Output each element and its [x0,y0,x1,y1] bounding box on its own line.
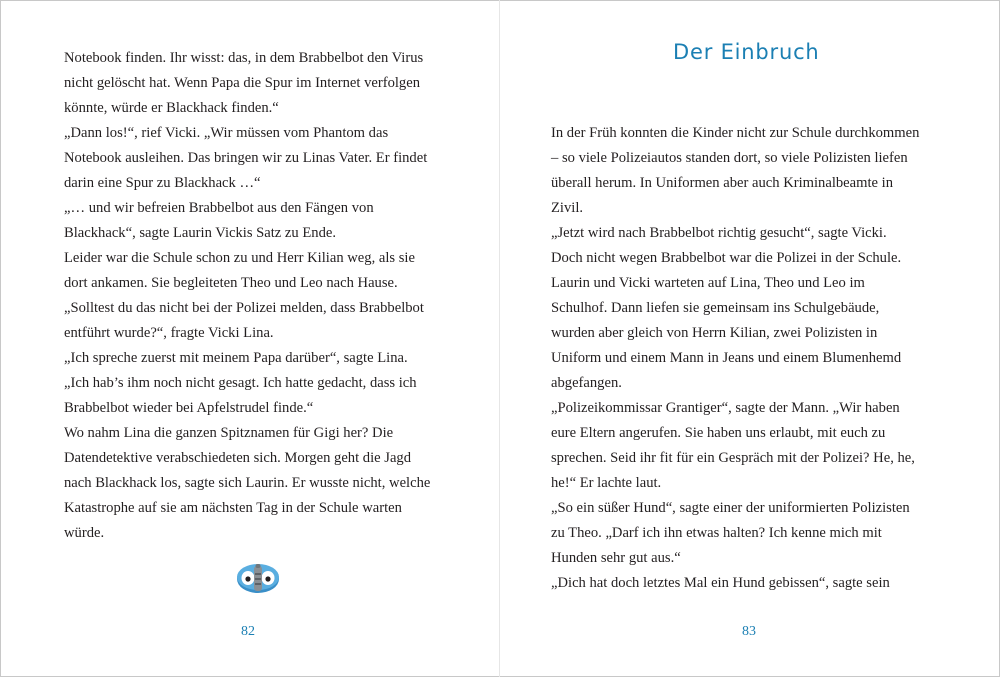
body-line: – so viele Polizeiautos standen dort, so viele Polizisten liefen [551,150,908,166]
body-line: dort ankamen. Sie begleiteten Theo und Leo nach Hause. [64,275,398,291]
body-line: Hunden sehr gut aus.“ [551,550,681,566]
body-line: „Polizeikommissar Grantiger“, sagte der Mann. „Wir haben [551,400,900,416]
body-line: zu Theo. „Darf ich ihn etwas halten? Ich kenne mich mit [551,525,882,541]
body-line: „Dann los!“, rief Vicki. „Wir müssen vom Phantom das [64,125,389,141]
body-line: „Jetzt wird nach Brabbelbot richtig gesucht“, sagte Vicki. [551,225,887,241]
body-line: sprechen. Seid ihr fit für ein Gespräch mit der Polizei? He, he, [551,450,915,466]
chapter-title: Der Einbruch [673,40,820,64]
body-line: Uniform und einem Mann in Jeans und einem Blumenhemd [551,350,902,366]
body-line: Schulhof. Dann liefen sie gemeinsam ins Schulgebäude, [551,300,880,316]
page-number: 83 [742,624,756,639]
body-line: entführt wurde?“, fragte Vicki Lina. [64,325,274,341]
right-page-body-text [551,121,919,596]
page-number: 82 [241,624,255,639]
body-line: In der Früh konnten die Kinder nicht zur Schule durchkommen [551,125,920,141]
body-line: nicht gelöscht hat. Wenn Papa die Spur im Internet verfolgen [64,75,421,91]
body-line: Leider war die Schule schon zu und Herr Kilian weg, als sie [64,250,415,266]
body-line: Wo nahm Lina die ganzen Spitznamen für Gigi her? Die [64,425,394,441]
body-line: abgefangen. [551,375,622,391]
left-page [0,0,499,677]
body-line: wurden aber gleich von Herrn Kilian, zwei Polizisten in [551,325,878,341]
body-line: überall herum. In Uniformen aber auch Kriminalbeamte in [551,175,894,191]
body-line: Notebook finden. Ihr wisst: das, in dem Brabbelbot den Virus [64,50,424,66]
body-line: „Solltest du das nicht bei der Polizei melden, dass Brabbelbot [64,300,424,316]
right-page [500,0,999,677]
robot-head-icon [235,560,281,594]
body-line: „Dich hat doch letztes Mal ein Hund gebissen“, sagte sein [551,575,890,591]
body-line: Blackhack“, sagte Laurin Vickis Satz zu Ende. [64,225,336,241]
body-line: Brabbelbot wieder bei Apfelstrudel finde.“ [64,400,314,416]
body-line: „Ich hab’s ihm noch nicht gesagt. Ich hatte gedacht, dass ich [64,375,417,391]
body-line: darin eine Spur zu Blackhack …“ [64,175,261,191]
body-line: nach Blackhack los, sagte sich Laurin. Er wusste nicht, welche [64,475,431,491]
body-line: Notebook ausleihen. Das bringen wir zu Linas Vater. Er findet [64,150,428,166]
body-line: würde. [64,525,105,541]
body-line: Laurin und Vicki warteten auf Lina, Theo und Leo im [551,275,865,291]
body-line: „Ich spreche zuerst mit meinem Papa darüber“, sagte Lina. [64,350,408,366]
body-line: Zivil. [551,200,584,216]
left-page-body-text [64,46,430,546]
body-line: Datendetektive verabschiedeten sich. Morgen geht die Jagd [64,450,412,466]
body-line: he!“ Er lachte laut. [551,475,662,491]
body-line: eure Eltern angerufen. Sie haben uns erlaubt, mit euch zu [551,425,886,441]
body-line: „So ein süßer Hund“, sagte einer der uniformierten Polizisten [551,500,910,516]
body-line: Doch nicht wegen Brabbelbot war die Polizei in der Schule. [551,250,902,266]
body-line: könnte, würde er Blackhack finden.“ [64,100,279,116]
body-line: Katastrophe auf sie am nächsten Tag in der Schule warten [64,500,402,516]
body-line: „… und wir befreien Brabbelbot aus den Fängen von [64,200,374,216]
